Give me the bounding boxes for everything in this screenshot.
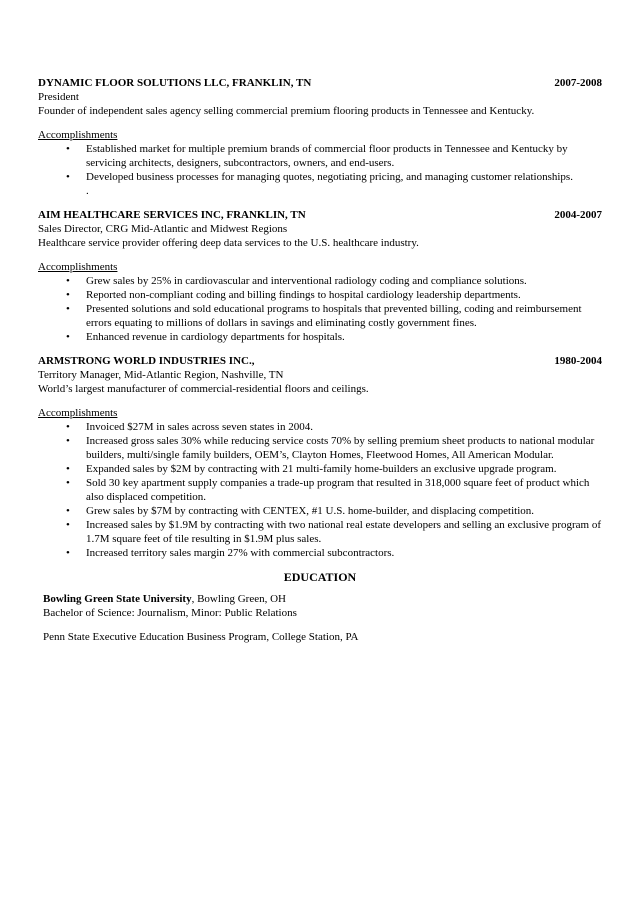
list-item: • Grew sales by $7M by contracting with CENTEX, #1 U.S. home-builder, and displacing competition.: [86, 504, 602, 518]
list-item: • Grew sales by 25% in cardiovascular and interventional radiology coding and compliance solutions.: [86, 274, 602, 288]
accomplishments-list: [38, 420, 602, 560]
job-description: World’s largest manufacturer of commercial-residential floors and ceilings.: [38, 383, 369, 395]
school-location: , Bowling Green, OH: [191, 593, 286, 605]
list-item: • Established market for multiple premium brands of commercial floor products in Tennessee and Kentucky by servicing architects, designers, subcontractors, owners, and end-users.: [86, 142, 602, 170]
list-item: • Invoiced $27M in sales across seven states in 2004.: [86, 420, 602, 434]
accomplishments-heading: Accomplishments: [38, 129, 118, 141]
list-item: • Increased territory sales margin 27% with commercial subcontractors.: [86, 546, 602, 560]
resume-content: [38, 76, 602, 644]
education-heading: EDUCATION: [283, 570, 357, 584]
list-item: • Increased gross sales 30% while reducing service costs 70% by selling premium sheet products to national modular builders, multi/single family builders, OEM’s, Clayton Homes, Fleetwood Homes, All American Modular.: [86, 434, 602, 462]
company-name: ARMSTRONG WORLD INDUSTRIES INC.,: [38, 355, 255, 367]
job-dynamic-floor: [38, 76, 602, 198]
school-line: [43, 592, 602, 606]
degree-line: Bachelor of Science: Journalism, Minor: Public Relations: [43, 607, 297, 619]
job-title: Sales Director, CRG Mid-Atlantic and Midwest Regions: [38, 223, 288, 235]
company-name: DYNAMIC FLOOR SOLUTIONS LLC, FRANKLIN, TN: [38, 77, 312, 89]
list-item: • Expanded sales by $2M by contracting with 21 multi-family home-builders an exclusive upgrade program.: [86, 462, 602, 476]
program-line: Penn State Executive Education Business Program, College Station, PA: [43, 631, 359, 643]
education-section: [38, 592, 602, 644]
list-item: • Increased sales by $1.9M by contracting with two national real estate developers and selling an exclusive program of 1.7M square feet of tile resulting in $1.9M plus sales.: [86, 518, 602, 546]
job-armstrong: [38, 354, 602, 560]
job-header: [38, 76, 602, 90]
job-dates: 1980-2004: [554, 355, 602, 367]
list-item: • Developed business processes for managing quotes, negotiating pricing, and managing customer relationships.: [86, 170, 602, 184]
job-description: Founder of independent sales agency selling commercial premium flooring products in Tennessee and Kentucky.: [38, 105, 535, 117]
spacer: [43, 620, 602, 630]
accomplishments-heading: Accomplishments: [38, 261, 118, 273]
trailing-dot: .: [86, 185, 89, 197]
job-title: President: [38, 91, 79, 103]
school-name: Bowling Green State University: [43, 593, 192, 605]
company-name: AIM HEALTHCARE SERVICES INC, FRANKLIN, TN: [38, 209, 306, 221]
job-description: Healthcare service provider offering deep data services to the U.S. healthcare industry.: [38, 237, 419, 249]
job-header: [38, 354, 602, 368]
list-item: • Enhanced revenue in cardiology departments for hospitals.: [86, 330, 602, 344]
accomplishments-heading: Accomplishments: [38, 407, 118, 419]
accomplishments-list: [38, 142, 602, 198]
job-title: Territory Manager, Mid-Atlantic Region, Nashville, TN: [38, 369, 284, 381]
job-dates: 2004-2007: [554, 209, 602, 221]
job-header: [38, 208, 602, 222]
list-item: • Reported non-compliant coding and billing findings to hospital cardiology leadership departments.: [86, 288, 602, 302]
list-item: • Sold 30 key apartment supply companies a trade-up program that resulted in 318,000 square feet of product which also displaced competition.: [86, 476, 602, 504]
list-item: • Presented solutions and sold educational programs to hospitals that prevented billing, coding and reimbursement errors equating to millions of dollars in savings and eliminating costly government fines.: [86, 302, 602, 330]
accomplishments-list: [38, 274, 602, 344]
job-dates: 2007-2008: [554, 77, 602, 89]
job-aim-healthcare: [38, 208, 602, 344]
